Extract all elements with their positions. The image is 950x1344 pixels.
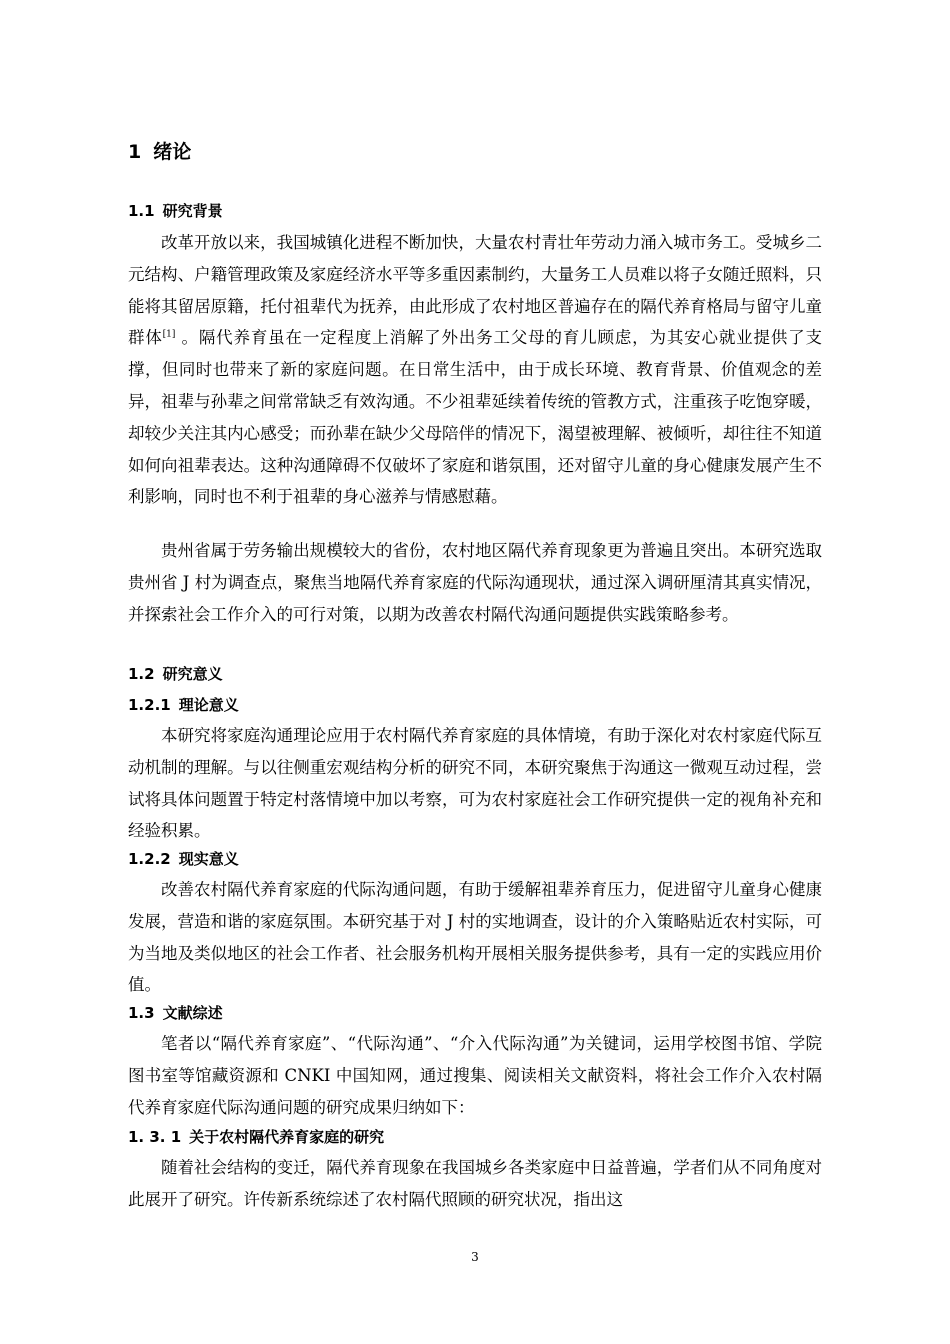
subsection-number: 1.2.2 (128, 850, 171, 868)
page-number: 3 (471, 1250, 479, 1264)
chapter-number: 1 (128, 141, 142, 163)
section-number: 1.3 (128, 1004, 155, 1022)
subsection-title: 现实意义 (178, 850, 239, 868)
section-title: 研究意义 (162, 665, 223, 683)
subsection-title: 理论意义 (178, 696, 239, 714)
section-number: 1.1 (128, 202, 155, 220)
practical-significance-paragraph (128, 874, 822, 1001)
chapter-heading (128, 138, 191, 166)
paragraph-text: 改革开放以来，我国城镇化进程不断加快，大量农村青壮年劳动力涌入城市务工。受城乡二元结构、户籍管理政策及家庭经济水平等多重因素制约，大量务工人员难以将子女随迁照料，只能将其留居原籍，托付祖辈代为抚养，由此形成了农村地区普遍存在的隔代养育格局与留守儿童群体 (128, 233, 822, 348)
paragraph-text: 笔者以“隔代养育家庭”、“代际沟通”、“介入代际沟通”为关键词，运用学校图书馆、学院图书室等馆藏资源和 CNKI 中国知网，通过搜集、阅读相关文献资料，将社会工作介入农村隔代养育家庭代际沟通问题的研究成果归纳如下： (128, 1034, 822, 1117)
literature-review-paragraph (128, 1028, 822, 1123)
section-heading-1-2 (128, 662, 223, 686)
section-heading-1-1 (128, 199, 223, 223)
theoretical-significance-paragraph (128, 720, 822, 847)
section-heading-1-3 (128, 1001, 223, 1025)
citation-marker: [1] (162, 329, 176, 340)
subsection-title: 关于农村隔代养育家庭的研究 (189, 1128, 385, 1146)
background-paragraph-2 (128, 535, 822, 630)
rural-grandparenting-paragraph (128, 1152, 822, 1216)
paragraph-text: 改善农村隔代养育家庭的代际沟通问题，有助于缓解祖辈养育压力，促进留守儿童身心健康发展，营造和谐的家庭氛围。本研究基于对 J 村的实地调查，设计的介入策略贴近农村实际，可为当地及类似地区的社会工作者、社会服务机构开展相关服务提供参考，具有一定的实践应用价值。 (128, 880, 822, 995)
paragraph-text: 。隔代养育虽在一定程度上消解了外出务工父母的育儿顾虑，为其安心就业提供了支撑，但同时也带来了新的家庭问题。在日常生活中，由于成长环境、教育背景、价值观念的差异，祖辈与孙辈之间常常缺乏有效沟通。不少祖辈延续着传统的管教方式，注重孩子吃饱穿暖，却较少关注其内心感受；而孙辈在缺少父母陪伴的情况下，渴望被理解、被倾听，却往往不知道如何向祖辈表达。这种沟通障碍不仅破坏了家庭和谐氛围，还对留守儿童的身心健康发展产生不利影响，同时也不利于祖辈的身心滋养与情感慰藉。 (128, 328, 823, 507)
section-title: 研究背景 (162, 202, 223, 220)
section-number: 1.2 (128, 665, 155, 683)
paragraph-text: 随着社会结构的变迁，隔代养育现象在我国城乡各类家庭中日益普遍，学者们从不同角度对此展开了研究。许传新系统综述了农村隔代照顾的研究状况，指出这 (128, 1158, 822, 1209)
subsection-heading-1-2-2 (128, 847, 239, 871)
paragraph-text: 本研究将家庭沟通理论应用于农村隔代养育家庭的具体情境，有助于深化对农村家庭代际互动机制的理解。与以往侧重宏观结构分析的研究不同，本研究聚焦于沟通这一微观互动过程，尝试将具体问题置于特定村落情境中加以考察，可为农村家庭社会工作研究提供一定的视角补充和经验积累。 (128, 726, 822, 841)
subsection-number: 1.2.1 (128, 696, 171, 714)
background-paragraph-1 (128, 227, 822, 513)
paragraph-text: 贵州省属于劳务输出规模较大的省份，农村地区隔代养育现象更为普遍且突出。本研究选取贵州省 J 村为调查点，聚焦当地隔代养育家庭的代际沟通现状，通过深入调研厘清其真实情况，并探索社会工作介入的可行对策，以期为改善农村隔代沟通问题提供实践策略参考。 (128, 541, 822, 624)
subsection-heading-1-2-1 (128, 693, 239, 717)
section-title: 文献综述 (162, 1004, 223, 1022)
chapter-title: 绪论 (153, 141, 192, 163)
subsection-heading-1-3-1 (128, 1125, 384, 1149)
subsection-number: 1. 3. 1 (128, 1128, 182, 1146)
